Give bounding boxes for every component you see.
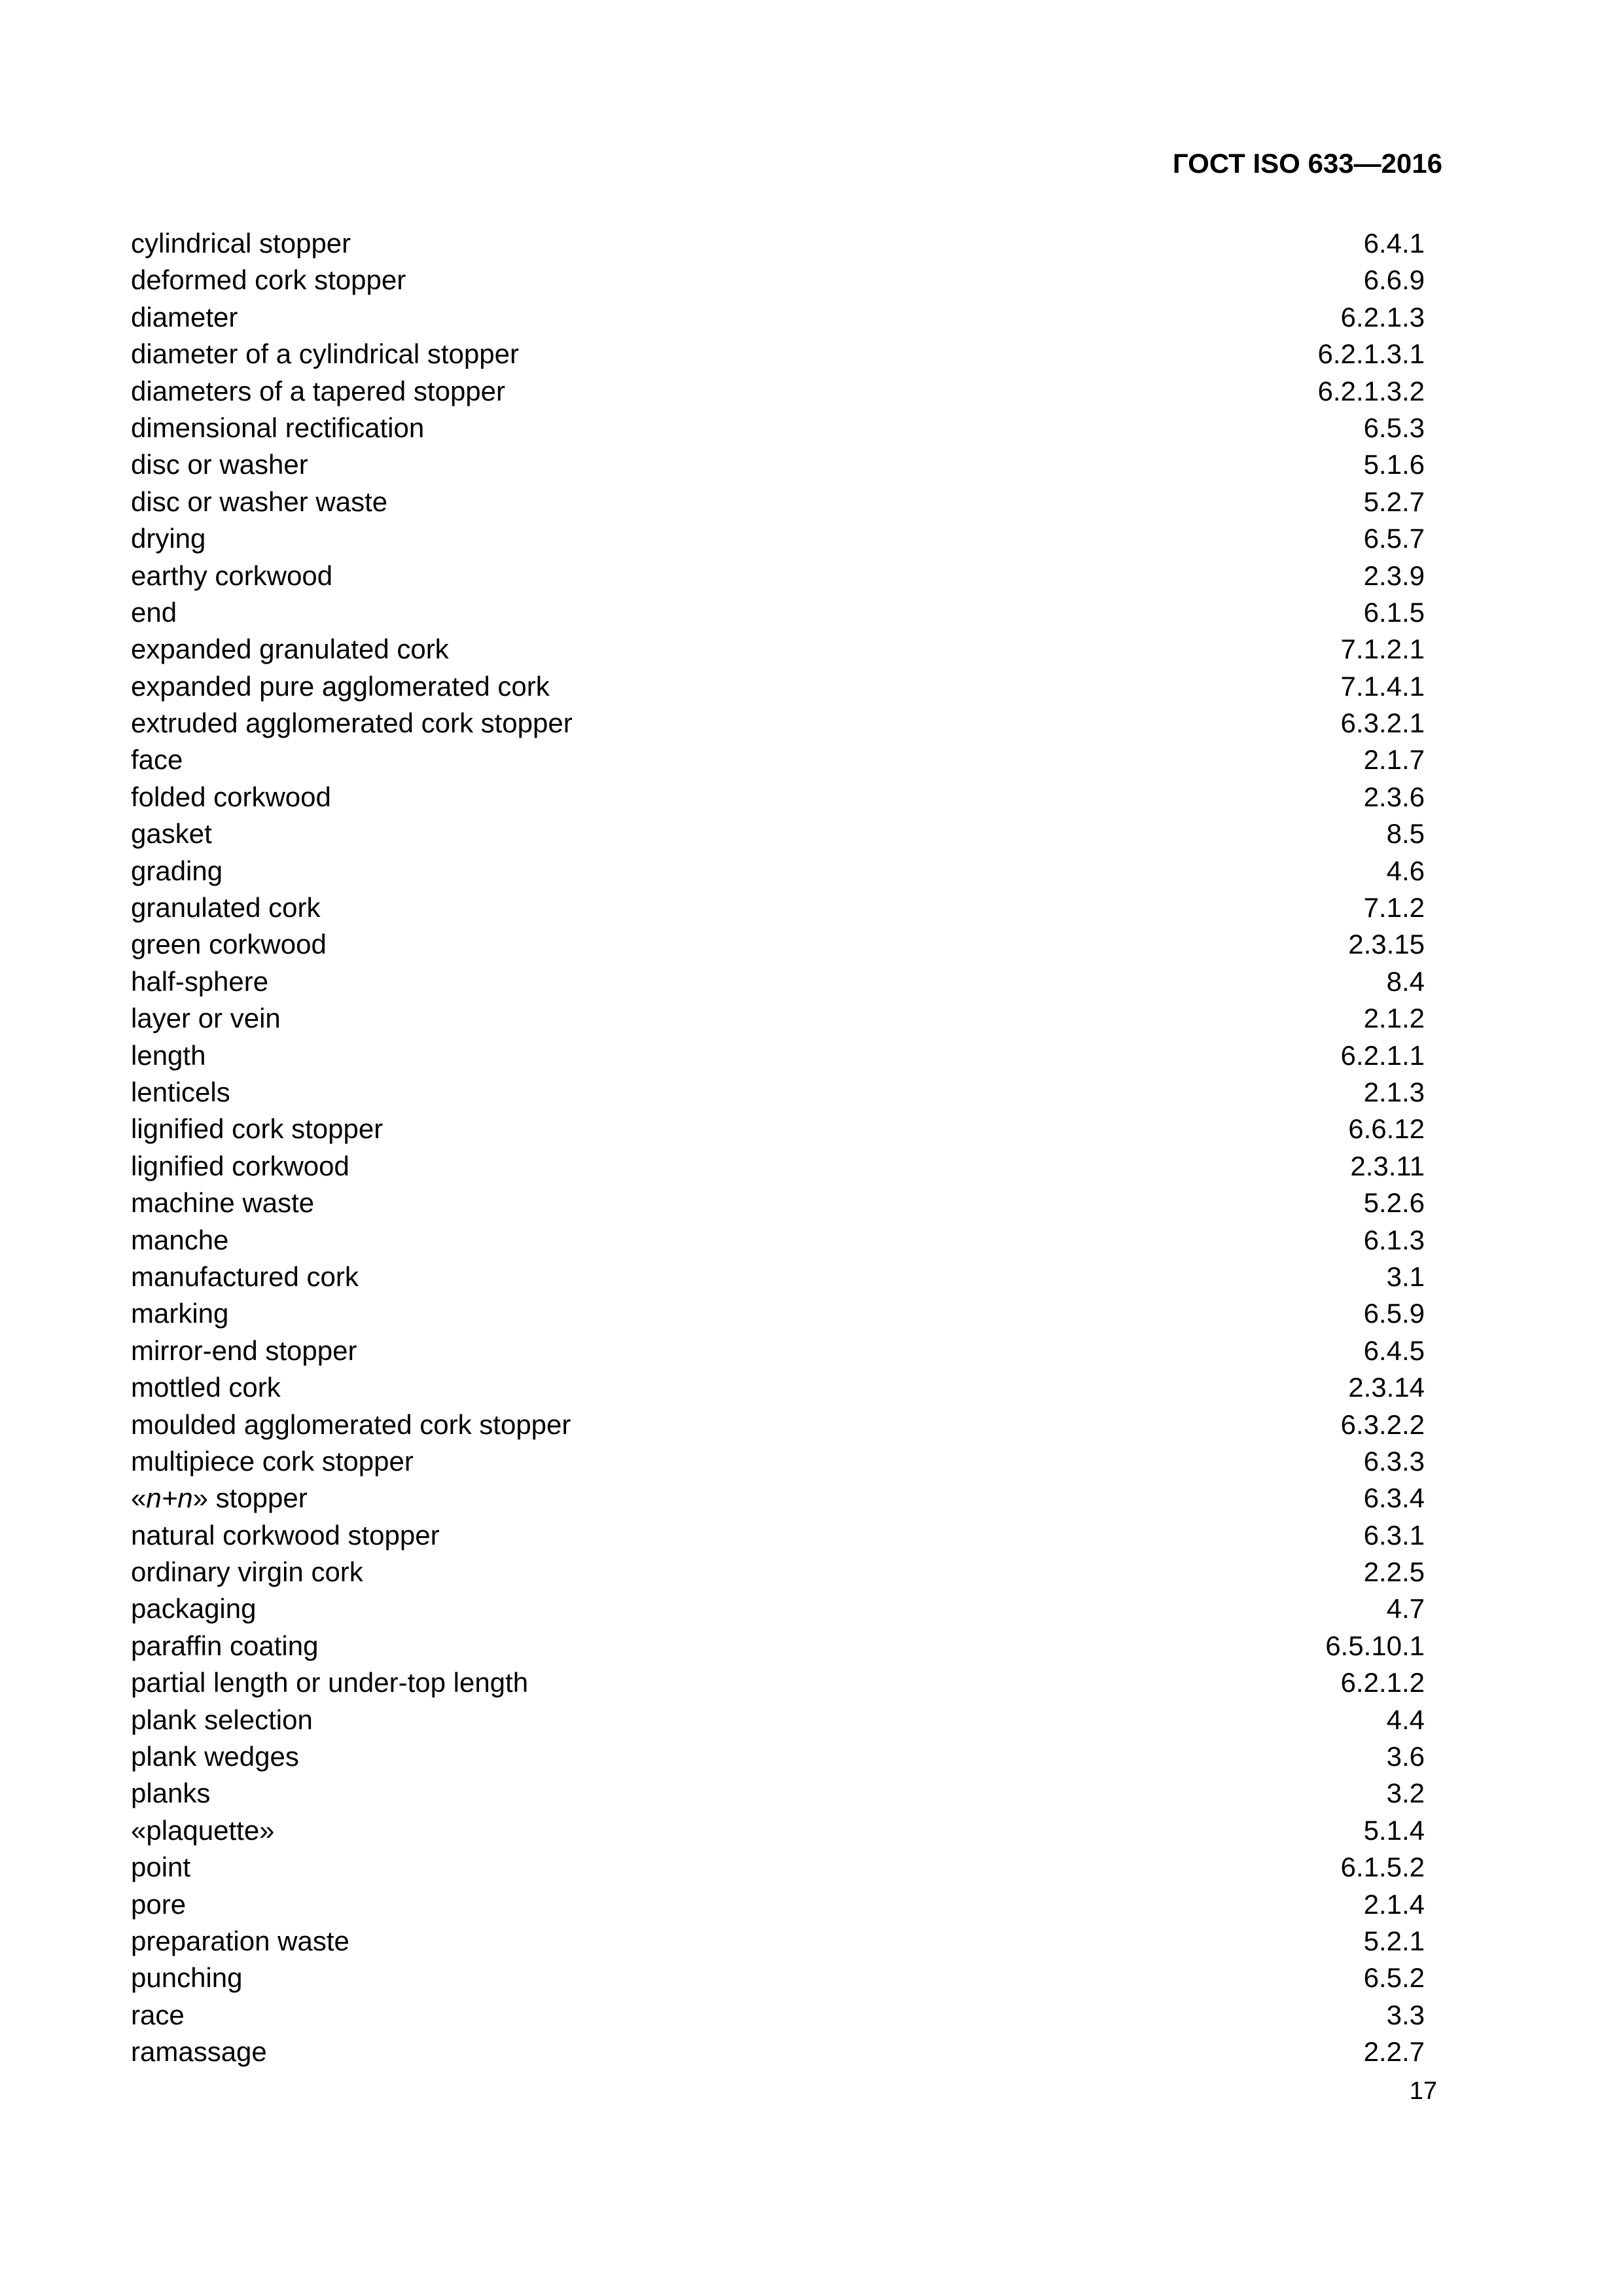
index-entry (131, 1074, 1425, 1111)
section-reference: 6.5.10.1 (1325, 1630, 1425, 1661)
section-reference: 2.1.4 (1363, 1888, 1425, 1920)
section-reference: 2.2.7 (1363, 2036, 1425, 2068)
index-term: lenticels (131, 1076, 230, 1107)
index-term: folded corkwood (131, 781, 331, 812)
section-reference: 6.6.9 (1363, 264, 1425, 296)
section-reference: 6.2.1.3 (1340, 301, 1425, 332)
document-header: ГОСТ ISO 633—2016 (1172, 148, 1442, 179)
section-reference: 2.1.3 (1363, 1076, 1425, 1107)
section-reference: 6.5.7 (1363, 523, 1425, 554)
section-reference: 2.1.7 (1363, 744, 1425, 776)
index-entry (131, 1590, 1425, 1627)
index-term: lignified cork stopper (131, 1113, 383, 1145)
section-reference: 6.1.5 (1363, 596, 1425, 628)
section-reference: 8.4 (1386, 965, 1425, 997)
section-reference: 3.1 (1386, 1261, 1425, 1292)
index-entry (131, 299, 1425, 336)
index-term: punching (131, 1962, 243, 1994)
index-term: marking (131, 1298, 229, 1329)
index-term: multipiece cork stopper (131, 1445, 414, 1477)
index-term: end (131, 596, 177, 628)
index-term: manche (131, 1224, 229, 1255)
index-term: diameter (131, 301, 238, 332)
section-reference: 2.3.11 (1350, 1150, 1425, 1181)
index-entry (131, 1886, 1425, 1923)
index-entry (131, 225, 1425, 262)
index-entry (131, 1369, 1425, 1406)
index-term: deformed cork stopper (131, 264, 406, 296)
section-reference: 6.5.9 (1363, 1298, 1425, 1329)
index-entry (131, 336, 1425, 372)
index-entry (131, 1849, 1425, 1886)
section-reference: 7.1.4.1 (1340, 670, 1425, 702)
index-term: expanded granulated cork (131, 634, 449, 665)
index-entry (131, 1222, 1425, 1259)
index-term: diameter of a cylindrical stopper (131, 338, 519, 370)
index-term: lignified corkwood (131, 1150, 349, 1181)
section-reference: 4.7 (1386, 1593, 1425, 1624)
index-entry (131, 705, 1425, 742)
section-reference: 6.3.2.1 (1340, 708, 1425, 739)
index-term: «n+n» stopper (131, 1482, 308, 1514)
index-entry (131, 1000, 1425, 1037)
index-entry (131, 1738, 1425, 1775)
index-term: extruded agglomerated cork stopper (131, 708, 573, 739)
index-entry (131, 1812, 1425, 1849)
index-entry (131, 1628, 1425, 1664)
index-entry (131, 1295, 1425, 1332)
section-reference: 6.2.1.3.1 (1317, 338, 1425, 370)
index-entry (131, 1775, 1425, 1812)
index-term: moulded agglomerated cork stopper (131, 1408, 571, 1440)
index-term: machine waste (131, 1187, 315, 1219)
index-term: dimensional rectification (131, 412, 425, 443)
index-entry (131, 668, 1425, 705)
index-term: half-sphere (131, 965, 269, 997)
section-reference: 5.1.4 (1363, 1814, 1425, 1846)
index-entry (131, 1960, 1425, 1996)
index-entry (131, 1333, 1425, 1369)
section-reference: 6.2.1.1 (1340, 1039, 1425, 1071)
index-term: expanded pure agglomerated cork (131, 670, 550, 702)
index-term: layer or vein (131, 1003, 281, 1034)
section-reference: 8.5 (1386, 818, 1425, 850)
section-reference: 6.3.4 (1363, 1482, 1425, 1514)
index-entry (131, 1148, 1425, 1185)
section-reference: 6.6.12 (1348, 1113, 1425, 1145)
index-term: race (131, 1999, 185, 2030)
index-term: grading (131, 855, 223, 886)
index-term: packaging (131, 1593, 257, 1624)
index-term: mottled cork (131, 1372, 281, 1403)
index-term: partial length or under-top length (131, 1667, 529, 1698)
section-reference: 6.1.3 (1363, 1224, 1425, 1255)
section-reference: 6.2.1.2 (1340, 1667, 1425, 1698)
section-reference: 3.3 (1386, 1999, 1425, 2030)
index-term: preparation waste (131, 1925, 349, 1956)
index-entry (131, 816, 1425, 852)
index-term: ramassage (131, 2036, 267, 2068)
index-term: granulated cork (131, 892, 321, 924)
index-entry (131, 262, 1425, 298)
index-term: mirror-end stopper (131, 1335, 357, 1366)
index-entry (131, 853, 1425, 889)
index-entry (131, 779, 1425, 816)
index-entry (131, 1407, 1425, 1443)
section-reference: 5.1.6 (1363, 449, 1425, 480)
index-entry (131, 1480, 1425, 1516)
index-term: disc or washer (131, 449, 308, 480)
section-reference: 7.1.2.1 (1340, 634, 1425, 665)
section-reference: 5.2.7 (1363, 486, 1425, 517)
index-entry (131, 889, 1425, 926)
index-entry (131, 484, 1425, 520)
index-term: manufactured cork (131, 1261, 359, 1292)
section-reference: 6.4.5 (1363, 1335, 1425, 1366)
index-term: pore (131, 1888, 187, 1920)
index-term: disc or washer waste (131, 486, 388, 517)
section-reference: 2.2.5 (1363, 1556, 1425, 1588)
index-term: point (131, 1852, 191, 1883)
index-entry (131, 1111, 1425, 1147)
index-term: cylindrical stopper (131, 228, 351, 259)
index-entry (131, 631, 1425, 668)
index-term: face (131, 744, 183, 776)
section-reference: 4.4 (1386, 1704, 1425, 1735)
index-entry (131, 558, 1425, 594)
alphabetical-term-index (131, 225, 1425, 2071)
index-term: gasket (131, 818, 212, 850)
index-term: paraffin coating (131, 1630, 319, 1661)
section-reference: 6.4.1 (1363, 228, 1425, 259)
section-reference: 6.5.3 (1363, 412, 1425, 443)
index-entry (131, 1259, 1425, 1295)
section-reference: 2.1.2 (1363, 1003, 1425, 1034)
index-entry (131, 1702, 1425, 1738)
section-reference: 2.3.9 (1363, 560, 1425, 591)
index-entry (131, 1517, 1425, 1554)
index-entry (131, 1923, 1425, 1960)
index-term: length (131, 1039, 206, 1071)
section-reference: 3.6 (1386, 1741, 1425, 1772)
section-reference: 6.5.2 (1363, 1962, 1425, 1994)
section-reference: 4.6 (1386, 855, 1425, 886)
index-term: diameters of a tapered stopper (131, 375, 506, 406)
section-reference: 2.3.14 (1348, 1372, 1425, 1403)
section-reference: 2.3.15 (1348, 929, 1425, 960)
index-entry (131, 1554, 1425, 1590)
index-entry (131, 410, 1425, 446)
index-entry (131, 1664, 1425, 1701)
index-term: «plaquette» (131, 1814, 275, 1846)
index-entry (131, 2034, 1425, 2070)
section-reference: 3.2 (1386, 1778, 1425, 1809)
index-entry (131, 1443, 1425, 1480)
section-reference: 2.3.6 (1363, 781, 1425, 812)
index-entry (131, 1037, 1425, 1074)
index-term: ordinary virgin cork (131, 1556, 363, 1588)
index-term: planks (131, 1778, 211, 1809)
index-term: drying (131, 523, 206, 554)
section-reference: 6.3.2.2 (1340, 1408, 1425, 1440)
page-number: 17 (1409, 2077, 1437, 2105)
section-reference: 6.3.3 (1363, 1445, 1425, 1477)
section-reference: 6.2.1.3.2 (1317, 375, 1425, 406)
index-entry (131, 926, 1425, 963)
section-reference: 6.1.5.2 (1340, 1852, 1425, 1883)
index-entry (131, 446, 1425, 483)
index-term: plank selection (131, 1704, 313, 1735)
index-entry (131, 373, 1425, 410)
index-term: green corkwood (131, 929, 327, 960)
section-reference: 5.2.6 (1363, 1187, 1425, 1219)
index-term: earthy corkwood (131, 560, 333, 591)
index-entry (131, 963, 1425, 1000)
index-entry (131, 520, 1425, 557)
section-reference: 6.3.1 (1363, 1519, 1425, 1551)
section-reference: 5.2.1 (1363, 1925, 1425, 1956)
index-term: natural corkwood stopper (131, 1519, 440, 1551)
index-entry (131, 594, 1425, 631)
index-entry (131, 742, 1425, 778)
section-reference: 7.1.2 (1363, 892, 1425, 924)
index-entry (131, 1185, 1425, 1221)
index-entry (131, 1997, 1425, 2034)
index-term: plank wedges (131, 1741, 299, 1772)
